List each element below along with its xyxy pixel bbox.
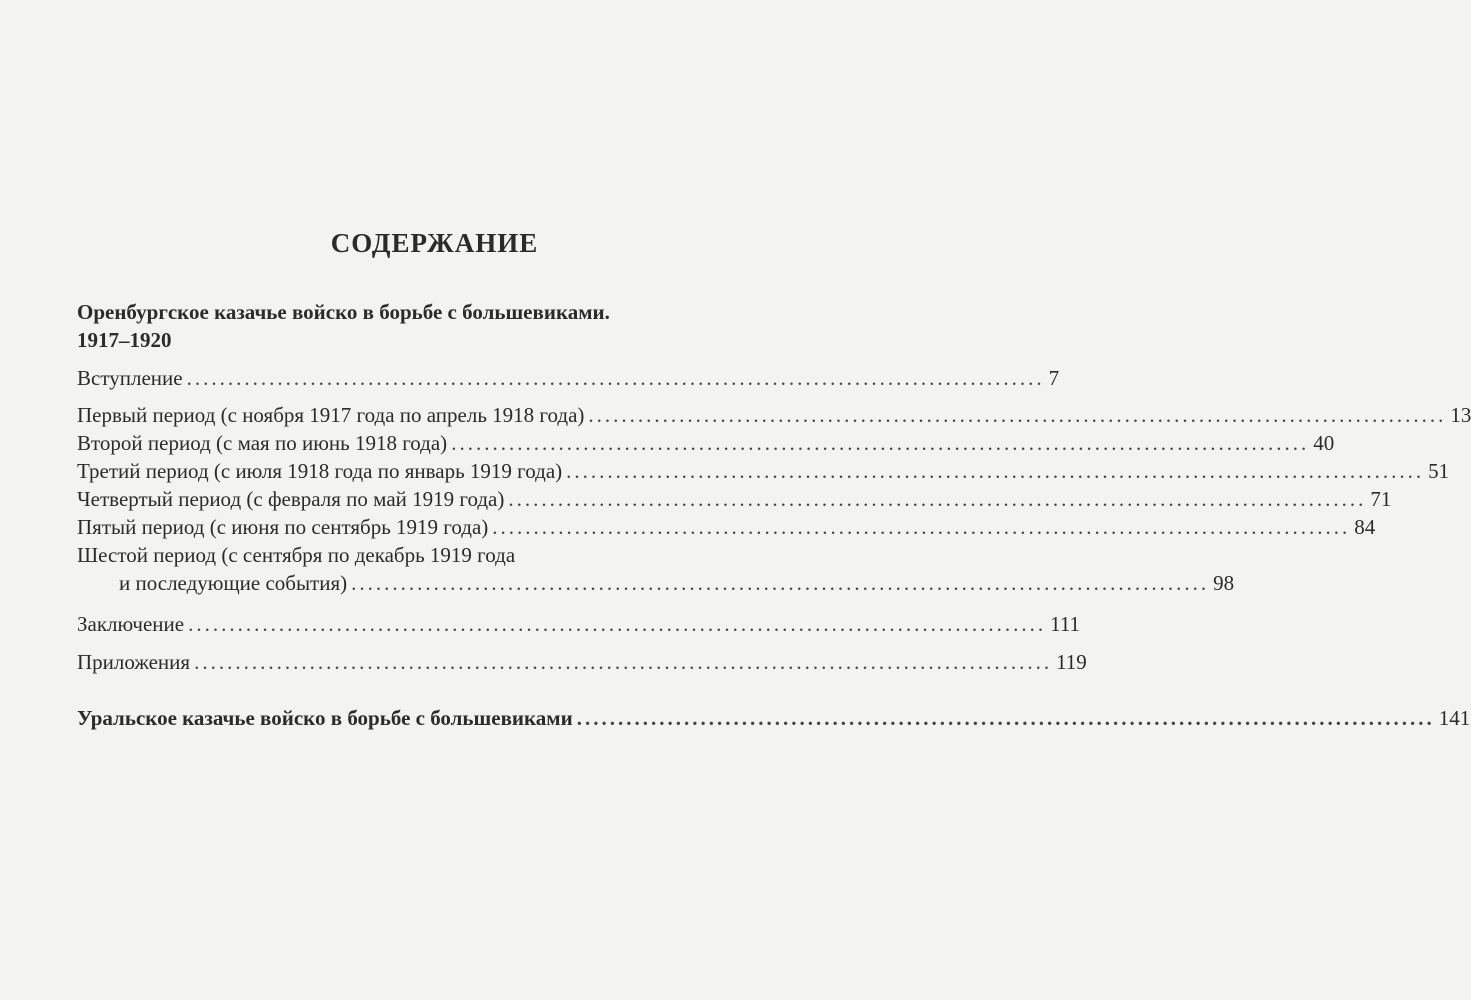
leader-dots: ........................................................................................................ bbox=[492, 515, 1351, 539]
toc-entry-period-2[interactable] bbox=[77, 431, 1335, 461]
toc-entry-page: 119 bbox=[1056, 650, 1087, 674]
toc-entry-page: 7 bbox=[1048, 366, 1060, 390]
leader-dots: ........................................................................................................ bbox=[351, 571, 1210, 595]
part1-title-line1: Оренбургское казачье войско в борьбе с большевиками. bbox=[77, 300, 610, 324]
toc-entry-page: 40 bbox=[1313, 431, 1335, 455]
toc-entry-label: Третий период (с июля 1918 года по январь 1919 года) bbox=[77, 459, 563, 483]
toc-entry-page: 84 bbox=[1354, 515, 1376, 539]
toc-entry-period-4[interactable] bbox=[77, 487, 1392, 517]
toc-entry-conclusion[interactable] bbox=[77, 612, 1081, 642]
toc-entry-page: 111 bbox=[1050, 612, 1081, 636]
toc-entry-page: 13 bbox=[1450, 403, 1471, 427]
page-title: СОДЕРЖАНИЕ bbox=[330, 228, 539, 258]
leader-dots: ........................................................................................................ bbox=[566, 459, 1425, 483]
leader-dots: ........................................................................................................ bbox=[508, 487, 1367, 511]
toc-entry-label: Вступление bbox=[77, 366, 183, 390]
toc-entry-label: Пятый период (с июня по сентябрь 1919 года) bbox=[77, 515, 489, 539]
toc-entry-page: 98 bbox=[1213, 571, 1235, 595]
toc-entry-label: и последующие события) bbox=[119, 571, 348, 595]
toc-entry-label: Заключение bbox=[77, 612, 185, 636]
toc-entry-introduction[interactable] bbox=[77, 366, 1060, 396]
toc-entry-part2[interactable] bbox=[77, 706, 1471, 736]
toc-entry-period-5[interactable] bbox=[77, 515, 1376, 545]
toc-entry-label: Приложения bbox=[77, 650, 191, 674]
toc-entry-label: Четвертый период (с февраля по май 1919 года) bbox=[77, 487, 505, 511]
toc-entry-period-3[interactable] bbox=[77, 459, 1450, 489]
toc-entry-period-1[interactable] bbox=[77, 403, 1471, 433]
toc-entry-period-6-line1: Шестой период (с сентября по декабрь 1919 года bbox=[77, 543, 516, 567]
toc-entry-label: Второй период (с мая по июнь 1918 года) bbox=[77, 431, 448, 455]
leader-dots: ........................................................................................................ bbox=[576, 706, 1435, 730]
leader-dots: ........................................................................................................ bbox=[186, 366, 1045, 390]
leader-dots: ........................................................................................................ bbox=[588, 403, 1447, 427]
toc-entry-page: 141 bbox=[1438, 706, 1471, 730]
toc-entry-page: 71 bbox=[1370, 487, 1392, 511]
toc-entry-label: Первый период (с ноября 1917 года по апрель 1918 года) bbox=[77, 403, 585, 427]
leader-dots: ........................................................................................................ bbox=[194, 650, 1053, 674]
leader-dots: ........................................................................................................ bbox=[188, 612, 1047, 636]
toc-entry-appendices[interactable] bbox=[77, 650, 1087, 680]
toc-entry-period-6[interactable] bbox=[119, 571, 1235, 601]
toc-entry-label: Уральское казачье войско в борьбе с большевиками bbox=[77, 706, 573, 730]
toc-entry-page: 51 bbox=[1428, 459, 1450, 483]
leader-dots: ........................................................................................................ bbox=[451, 431, 1310, 455]
part1-title-line2: 1917–1920 bbox=[77, 328, 172, 352]
